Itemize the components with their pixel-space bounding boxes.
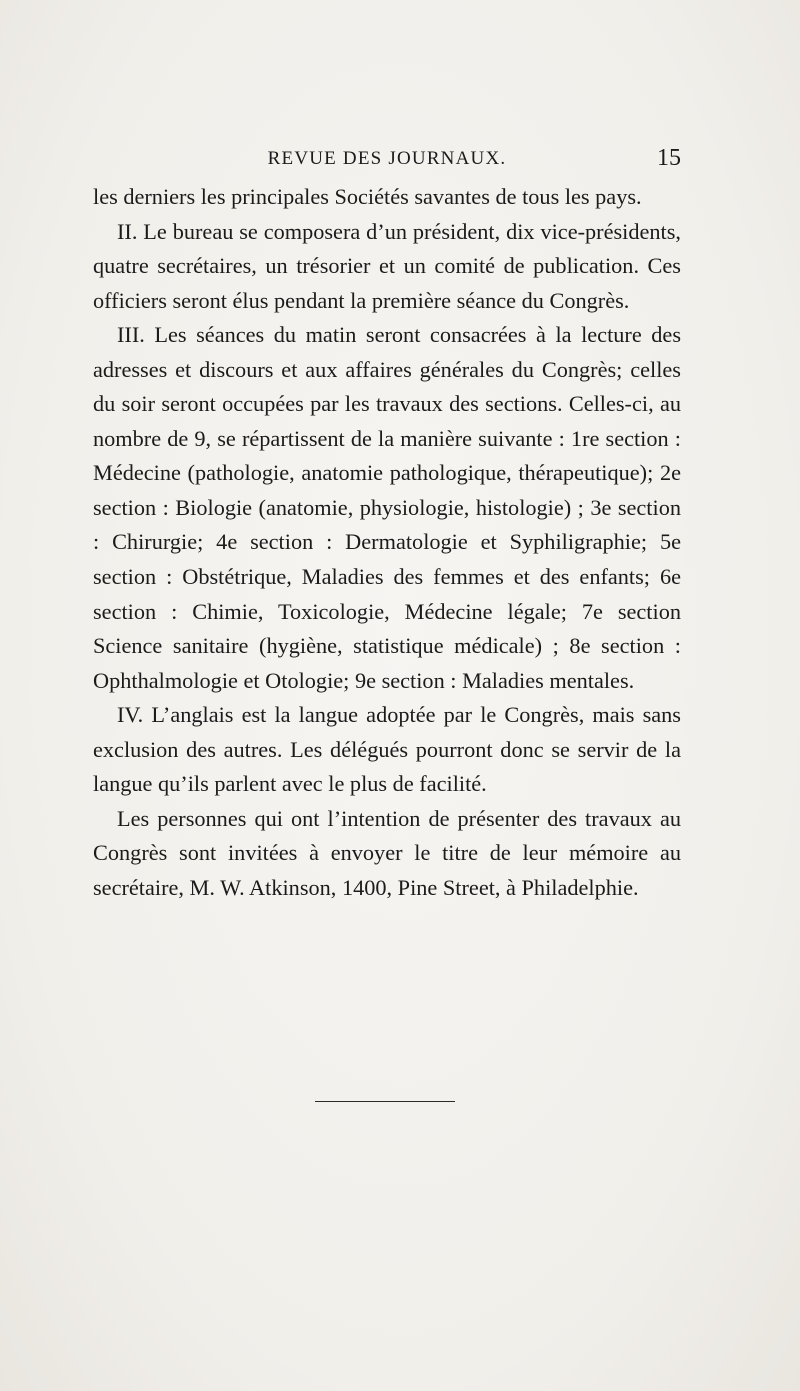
running-head	[93, 145, 681, 178]
paragraph-article-iv: IV. L’anglais est la langue adoptée par le Congrès, mais sans exclusion des autres. Les délégués pourront donc se servir de la langue qu’ils parlent avec le plus de facilité.	[93, 702, 681, 797]
paragraph-submission: Les personnes qui ont l’intention de présenter des travaux au Congrès sont invitées à envoyer le titre de leur mémoire au secrétaire, M. W. Atkinson, 1400, Pine Street, à Philadelphie.	[93, 805, 681, 900]
paragraph-article-ii: II. Le bureau se composera d’un président, dix vice-présidents, quatre secrétaires, un trésorier et un comité de publication. Ces officiers seront élus pendant la première séance du Congrès.	[93, 218, 681, 313]
body-text	[93, 180, 681, 905]
paragraph-continuation: les derniers les principales Sociétés savantes de tous les pays.	[93, 184, 642, 209]
end-rule	[315, 1101, 455, 1102]
running-title: REVUE DES JOURNAUX.	[267, 148, 507, 169]
paragraph-article-iii: III. Les séances du matin seront consacrées à la lecture des adresses et discours et aux affaires générales du Congrès; celles du soir seront occupées par les travaux des sections. Celles-ci, au nombre de 9, se répartissent de la manière suivante : 1re section : Médecine (pathologie, anatomie pathologique, thérapeutique); 2e section : Biologie (anatomie, physiologie, histologie) ; 3e section : Chirurgie; 4e section : Dermatologie et Syphiligraphie; 5e section : Obstétrique, Maladies des femmes et des enfants; 6e section : Chimie, Toxicologie, Médecine légale; 7e section Science sanitaire (hygiène, statistique médicale) ; 8e section : Ophthalmologie et Otologie; 9e section : Maladies mentales.	[93, 322, 681, 693]
page-number: 15	[657, 145, 681, 171]
